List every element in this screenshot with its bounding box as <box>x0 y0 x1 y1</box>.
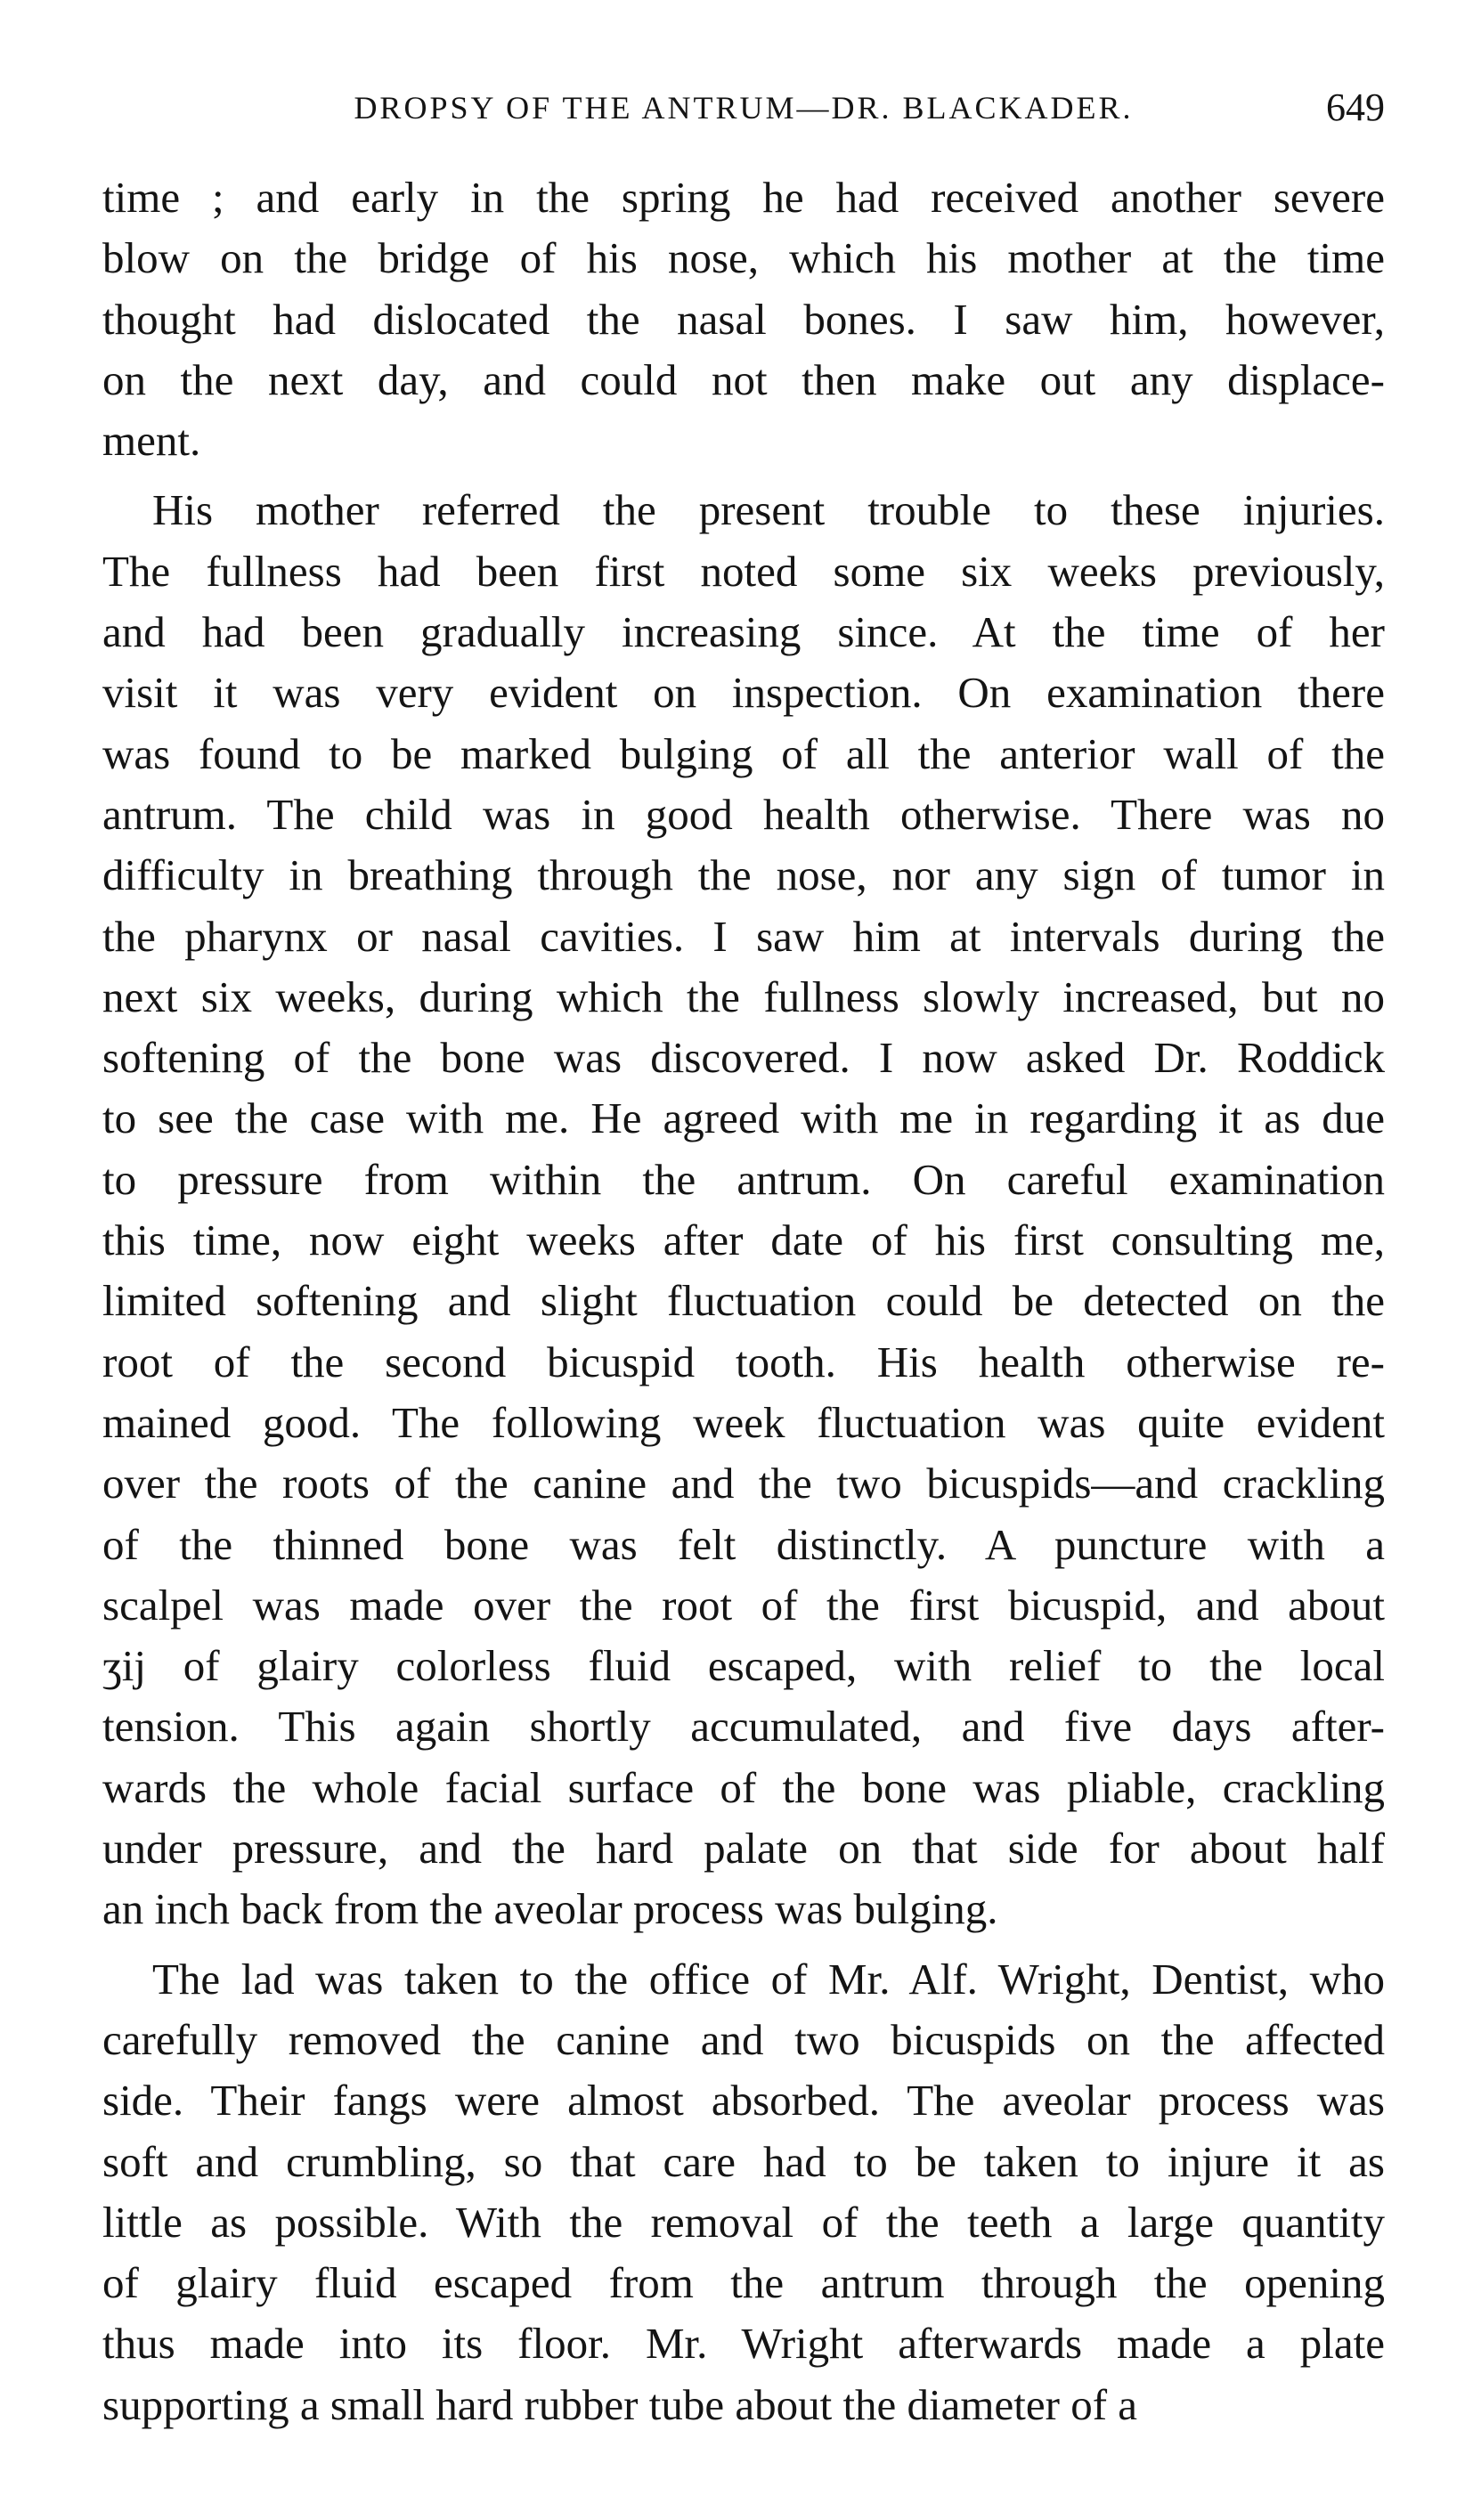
text-line: thus made into its floor. Mr. Wright afterwards made a plate <box>102 2319 1385 2369</box>
text-line: to pressure from within the antrum. On careful examination <box>102 1154 1385 1204</box>
body-text <box>102 167 1385 2435</box>
text-line: under pressure, and the hard palate on that side for about half <box>102 1824 1385 1874</box>
text-line: blow on the bridge of his nose, which his mother at the time <box>102 233 1385 283</box>
paragraph-2 <box>102 480 1385 1939</box>
text-line: of glairy fluid escaped from the antrum through the opening <box>102 2258 1385 2308</box>
running-head: DROPSY OF THE ANTRUM—DR. BLACKADER. <box>354 90 1134 126</box>
text-line: an inch back from the aveolar process was bulging. <box>102 1884 998 1934</box>
text-line: this time, now eight weeks after date of his first consulting me, <box>102 1215 1385 1265</box>
paragraph-1 <box>102 167 1385 471</box>
text-line: mained good. The following week fluctuation was quite evident <box>102 1397 1385 1447</box>
text-line: and had been gradually increasing since. At the time of her <box>102 607 1385 657</box>
text-line: limited softening and slight fluctuation could be detected on the <box>102 1276 1385 1326</box>
page-header <box>102 85 1385 139</box>
text-line: side. Their fangs were almost absorbed. The aveolar process was <box>102 2076 1385 2126</box>
text-line: softening of the bone was discovered. I now asked Dr. Roddick <box>102 1033 1385 1083</box>
text-line: scalpel was made over the root of the first bicuspid, and about <box>102 1580 1385 1630</box>
text-line: to see the case with me. He agreed with me in regarding it as due <box>102 1093 1385 1143</box>
text-line: little as possible. With the removal of the teeth a large quantity <box>102 2197 1385 2247</box>
text-line: time ; and early in the spring he had received another severe <box>102 173 1385 222</box>
text-line: The lad was taken to the office of Mr. Alf. Wright, Dentist, who <box>152 1954 1385 2004</box>
page-number: 649 <box>1326 85 1385 129</box>
text-line: tension. This again shortly accumulated, and five days after- <box>102 1702 1385 1752</box>
text-line: next six weeks, during which the fullness slowly increased, but no <box>102 971 1385 1021</box>
text-line: wards the whole facial surface of the bone was pliable, crackling <box>102 1762 1385 1812</box>
text-line: supporting a small hard rubber tube about the diameter of a <box>102 2379 1138 2429</box>
text-line: antrum. The child was in good health otherwise. There was no <box>102 789 1385 839</box>
text-line: of the thinned bone was felt distinctly. A puncture with a <box>102 1519 1385 1569</box>
text-line: ʒij of glairy colorless fluid escaped, with relief to the local <box>102 1641 1385 1691</box>
text-line: His mother referred the present trouble to these injuries. <box>152 485 1385 535</box>
text-line: the pharynx or nasal cavities. I saw him at intervals during the <box>102 911 1385 961</box>
text-line: on the next day, and could not then make out any displace- <box>102 354 1385 404</box>
text-line: root of the second bicuspid tooth. His health otherwise re- <box>102 1337 1385 1386</box>
text-line: was found to be marked bulging of all the anterior wall of the <box>102 728 1385 778</box>
text-line: visit it was very evident on inspection. On examination there <box>102 668 1385 718</box>
text-line: The fullness had been first noted some six weeks previously, <box>102 546 1385 596</box>
text-line: thought had dislocated the nasal bones. I saw him, however, <box>102 294 1385 344</box>
text-line: ment. <box>102 416 201 466</box>
paragraph-3 <box>102 1949 1385 2435</box>
text-line: soft and crumbling, so that care had to be taken to injure it as <box>102 2136 1385 2186</box>
text-line: over the roots of the canine and the two bicuspids—and crackling <box>102 1459 1385 1508</box>
text-line: carefully removed the canine and two bicuspids on the affected <box>102 2014 1385 2064</box>
text-line: difficulty in breathing through the nose, nor any sign of tumor in <box>102 850 1385 900</box>
